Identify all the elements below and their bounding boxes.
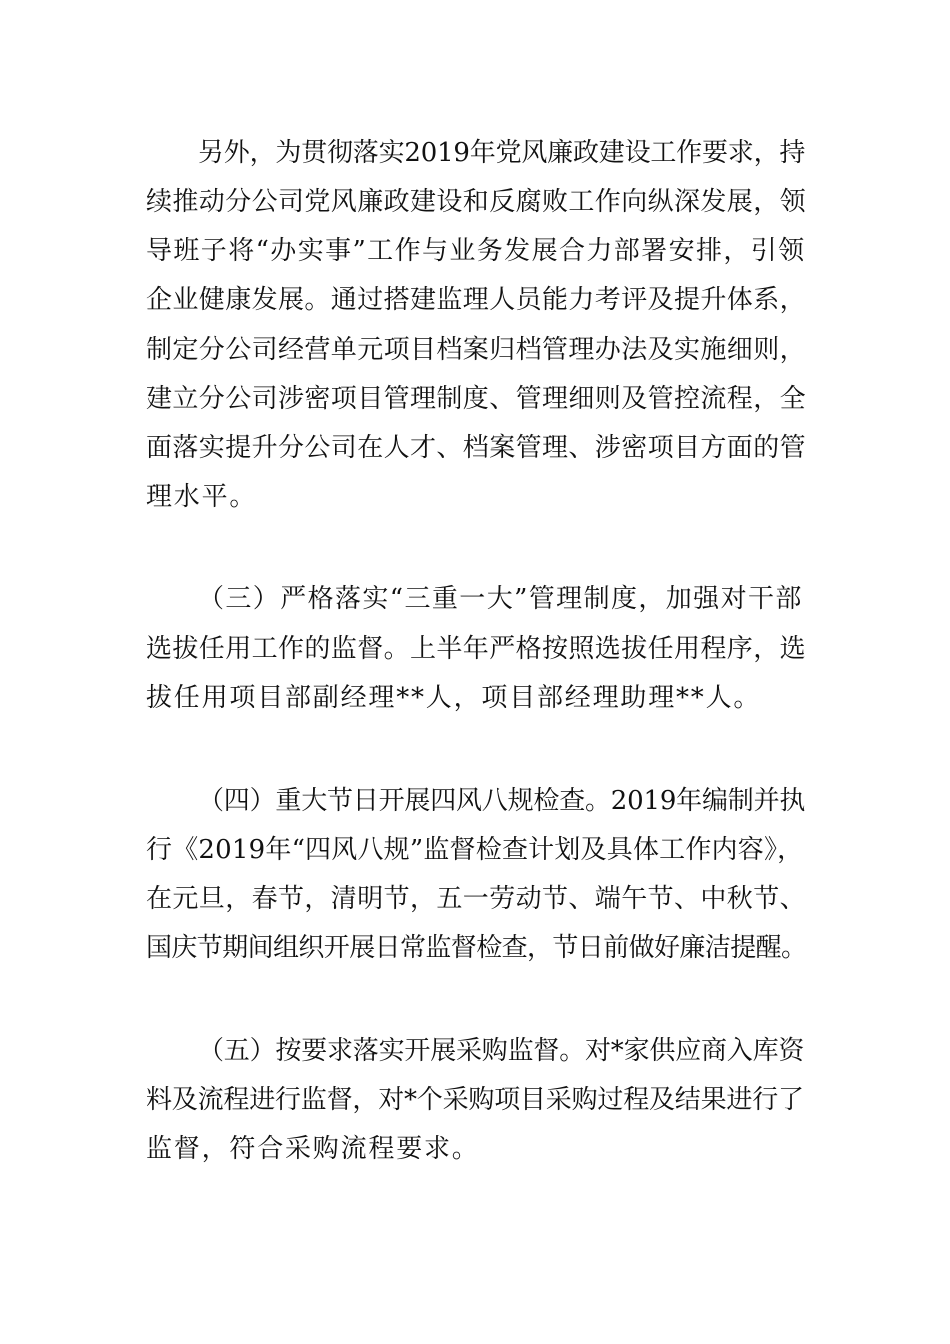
paragraph-line: 行《2019年“四风八规”监督检查计划及具体工作内容》， (146, 835, 804, 865)
paragraph-line: 拔任用项目部副经理**人，项目部经理助理**人。 (146, 683, 762, 713)
paragraph-line: 在元旦，春节，清明节，五一劳动节、端午节、中秋节、 (146, 884, 807, 914)
paragraph-line: 制定分公司经营单元项目档案归档管理办法及实施细则， (146, 335, 807, 365)
paragraph-line: （三）严格落实“三重一大”管理制度，加强对干部 (198, 584, 803, 614)
paragraph-line: 建立分公司涉密项目管理制度、管理细则及管控流程，全 (146, 384, 807, 414)
paragraph-line: 企业健康发展。通过搭建监理人员能力考评及提升体系， (146, 285, 807, 315)
paragraph-line: 料及流程进行监督，对*个采购项目采购过程及结果进行了 (146, 1085, 804, 1115)
paragraph-line: 另外，为贯彻落实2019年党风廉政建设工作要求，持 (198, 138, 806, 168)
paragraph-line: 国庆节期间组织开展日常监督检查，节日前做好廉洁提醒。 (146, 933, 807, 963)
paragraph-line: 选拔任用工作的监督。上半年严格按照选拔任用程序，选 (146, 634, 807, 664)
paragraph-line: 监督，符合采购流程要求。 (146, 1134, 480, 1164)
paragraph-line: （五）按要求落实开展采购监督。对*家供应商入库资 (198, 1036, 805, 1066)
paragraph-line: 导班子将“办实事”工作与业务发展合力部署安排，引领 (146, 236, 806, 266)
paragraph-line: （四）重大节日开展四风八规检查。2019年编制并执 (198, 786, 806, 816)
paragraph-line: 续推动分公司党风廉政建设和反腐败工作向纵深发展，领 (146, 187, 807, 217)
paragraph-line: 理水平。 (146, 482, 258, 512)
paragraph-line: 面落实提升分公司在人才、档案管理、涉密项目方面的管 (146, 433, 807, 463)
